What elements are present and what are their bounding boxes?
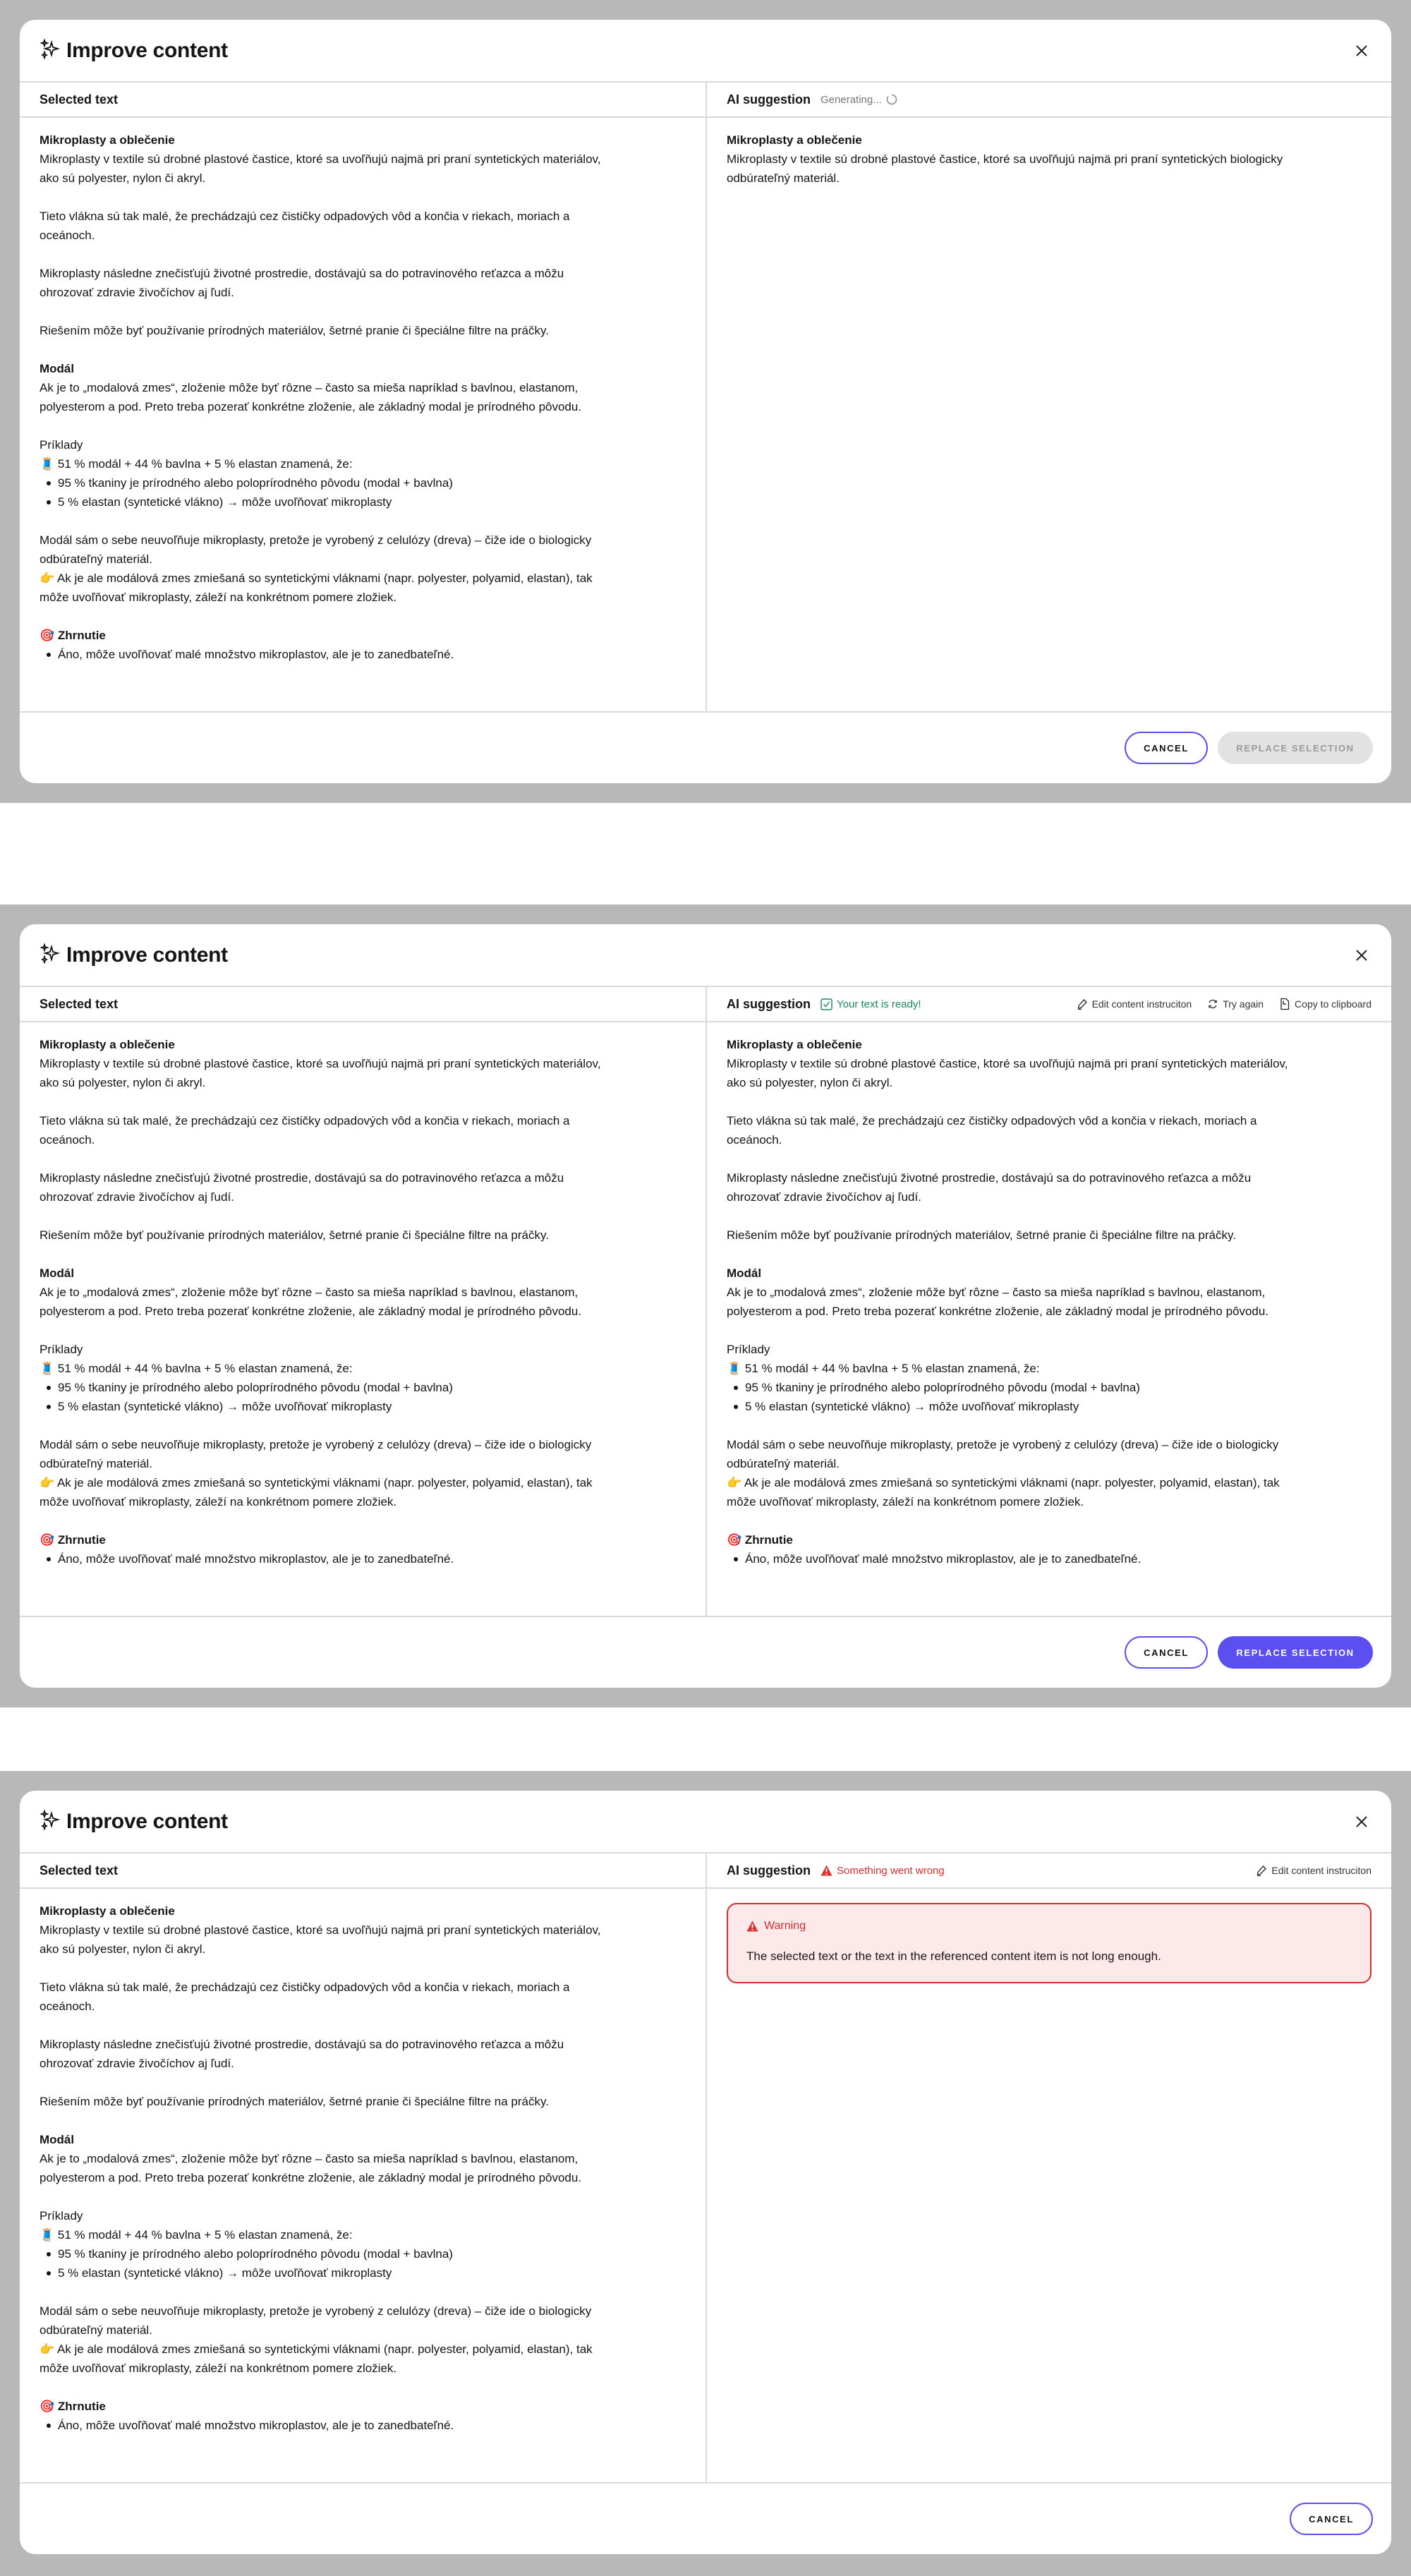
content-line: môže uvoľňovať mikroplasty, záleží na konkrétnom pomere zložiek.	[40, 1495, 397, 1508]
improve-content-dialog	[20, 20, 1391, 783]
content-line: Tieto vlákna sú tak malé, že prechádzajú cez čističky odpadových vôd a končia v riekach, moriach a	[40, 210, 570, 223]
content-heading: 🎯 Zhrnutie	[727, 1533, 793, 1547]
dialog-title: Improve content	[66, 38, 228, 62]
content-line: 👉 Ak je ale modálová zmes zmiešaná so syntetickými vláknami (napr. polyester, polyamid, elastan), tak	[40, 2342, 593, 2356]
list-item: 5 % elastan (syntetické vlákno) → môže uvoľňovať mikroplasty	[40, 1397, 686, 1416]
selected-text-content	[20, 118, 706, 696]
action-label: Edit content instruciton	[1271, 1865, 1371, 1876]
content-line: ohrozovať zdravie živočíchov aj ľudí.	[40, 2057, 234, 2070]
ai-suggestion-label: AI suggestion	[727, 92, 811, 107]
edit-content-instruction-button[interactable]	[1256, 1865, 1371, 1876]
ai-suggestion-label: AI suggestion	[727, 1863, 811, 1877]
warning-message: The selected text or the text in the referenced content item is not long enough.	[746, 1949, 1161, 1963]
list-item: 5 % elastan (syntetické vlákno) → môže uvoľňovať mikroplasty	[40, 2263, 686, 2282]
content-line: ako sú polyester, nylon či akryl.	[727, 1076, 893, 1089]
edit-content-instruction-button[interactable]	[1077, 998, 1192, 1010]
content-heading: Modál	[40, 362, 75, 375]
content-paragraph	[40, 321, 686, 340]
list-item: 5 % elastan (syntetické vlákno) → môže uvoľňovať mikroplasty	[40, 492, 686, 512]
content-heading: 🎯 Zhrnutie	[40, 2400, 106, 2413]
content-line: Mikroplasty následne znečisťujú životné prostredie, dostávajú sa do potravinového reťazca a môžu	[40, 2038, 564, 2051]
content-paragraph	[40, 207, 686, 245]
content-line: môže uvoľňovať mikroplasty, záleží na konkrétnom pomere zložiek.	[40, 591, 397, 604]
content-paragraph	[40, 2397, 686, 2435]
content-paragraph	[40, 1435, 686, 1511]
status-text: Generating...	[820, 93, 882, 106]
list-item: Áno, môže uvoľňovať malé množstvo mikroplastov, ale je to zanedbateľné.	[40, 1549, 686, 1568]
content-line: 👉 Ak je ale modálová zmes zmiešaná so syntetickými vláknami (napr. polyester, polyamid, elastan), tak	[40, 572, 593, 585]
content-paragraph	[40, 1340, 686, 1416]
action-label: Try again	[1223, 998, 1264, 1010]
backdrop	[0, 0, 1411, 803]
content-line: Ak je to „modalová zmes“, zloženie môže byť rôzne – často sa mieša napríklad s bavlnou, elastanom,	[40, 381, 579, 394]
content-paragraph	[40, 531, 686, 607]
content-paragraph	[727, 131, 1371, 188]
content-paragraph	[40, 2035, 686, 2073]
dialog-footer	[20, 1617, 1391, 1688]
content-line: Riešením môže byť používanie prírodných materiálov, šetrné pranie či špeciálne filtre na práčky.	[40, 2095, 549, 2108]
close-icon	[1355, 1815, 1369, 1829]
pencil-icon	[1077, 998, 1088, 1010]
backdrop	[0, 1771, 1411, 2576]
content-paragraph	[40, 359, 686, 416]
content-heading: Mikroplasty a oblečenie	[727, 133, 862, 147]
refresh-icon	[1207, 998, 1218, 1010]
ai-suggestion-content	[707, 118, 1391, 219]
content-line: odbúrateľný materiál.	[727, 171, 840, 185]
content-paragraph	[727, 1264, 1371, 1321]
content-paragraph	[40, 1978, 686, 2016]
list-item: 5 % elastan (syntetické vlákno) → môže uvoľňovať mikroplasty	[727, 1397, 1371, 1416]
content-paragraph	[40, 1111, 686, 1149]
dialog-header	[20, 924, 1391, 987]
list-item: 95 % tkaniny je prírodného alebo poloprírodného pôvodu (modal + bavlna)	[40, 2244, 686, 2263]
content-paragraph	[40, 264, 686, 302]
content-line: ohrozovať zdravie živočíchov aj ľudí.	[40, 1190, 234, 1204]
content-line: môže uvoľňovať mikroplasty, záleží na konkrétnom pomere zložiek.	[40, 2362, 397, 2375]
check-square-icon	[820, 998, 832, 1010]
content-line: 🧵 51 % modál + 44 % bavlna + 5 % elastan znamená, že:	[40, 2228, 353, 2242]
content-paragraph	[40, 2130, 686, 2187]
dialog-title: Improve content	[66, 1809, 228, 1833]
content-line: Príklady	[40, 438, 83, 452]
content-line: polyesterom a pod. Preto treba pozerať konkrétne zloženie, ale základný modal je prírodného pôvodu.	[40, 400, 582, 413]
content-paragraph	[40, 2206, 686, 2282]
replace-selection-button[interactable]: REPLACE SELECTION	[1218, 1636, 1373, 1669]
warning-icon	[820, 1865, 832, 1876]
content-line: 🧵 51 % modál + 44 % bavlna + 5 % elastan znamená, že:	[40, 457, 353, 471]
content-line: ako sú polyester, nylon či akryl.	[40, 1076, 206, 1089]
backdrop	[0, 905, 1411, 1707]
warning-title: Warning	[764, 1920, 806, 1932]
error-status	[820, 1865, 945, 1877]
content-heading: Modál	[40, 1266, 75, 1280]
pencil-icon	[1256, 1865, 1267, 1876]
selected-text-label: Selected text	[40, 92, 119, 107]
ai-suggestion-column	[706, 83, 1391, 711]
content-paragraph	[40, 131, 686, 188]
content-line: polyesterom a pod. Preto treba pozerať konkrétne zloženie, ale základný modal je prírodného pôvodu.	[40, 1305, 582, 1318]
content-paragraph	[40, 435, 686, 512]
content-paragraph	[40, 1035, 686, 1092]
close-button[interactable]	[1352, 945, 1371, 965]
improve-content-dialog	[20, 1791, 1391, 2554]
ai-suggestion-column	[706, 987, 1391, 1616]
selected-text-column	[20, 83, 706, 711]
dialog-header	[20, 1791, 1391, 1854]
ai-suggestion-label: AI suggestion	[727, 996, 811, 1011]
content-line: Tieto vlákna sú tak malé, že prechádzajú cez čističky odpadových vôd a končia v riekach, moriach a	[727, 1114, 1257, 1127]
content-paragraph	[40, 626, 686, 664]
content-line: Ak je to „modalová zmes“, zloženie môže byť rôzne – často sa mieša napríklad s bavlnou, elastanom,	[727, 1286, 1266, 1299]
content-paragraph	[40, 1901, 686, 1959]
dialog-footer	[20, 713, 1391, 783]
content-line: Ak je to „modalová zmes“, zloženie môže byť rôzne – často sa mieša napríklad s bavlnou, elastanom,	[40, 1286, 579, 1299]
list-item: Áno, môže uvoľňovať malé množstvo mikroplastov, ale je to zanedbateľné.	[727, 1549, 1371, 1568]
dialog-title: Improve content	[66, 943, 228, 967]
status-text: Your text is ready!	[837, 998, 921, 1010]
content-paragraph	[727, 1435, 1371, 1511]
warning-icon	[746, 1921, 758, 1932]
content-line: Modál sám o sebe neuvoľňuje mikroplasty, pretože je vyrobený z celulózy (dreva) – čiže ide o biologicky	[727, 1438, 1279, 1451]
content-line: 🧵 51 % modál + 44 % bavlna + 5 % elastan znamená, že:	[727, 1362, 1040, 1375]
content-line: polyesterom a pod. Preto treba pozerať konkrétne zloženie, ale základný modal je prírodného pôvodu.	[40, 2171, 582, 2184]
content-line: Mikroplasty následne znečisťujú životné prostredie, dostávajú sa do potravinového reťazca a môžu	[727, 1171, 1252, 1185]
close-icon	[1355, 44, 1369, 58]
close-button[interactable]	[1352, 1812, 1371, 1832]
content-line: Príklady	[40, 2209, 83, 2223]
content-line: odbúrateľný materiál.	[40, 2323, 152, 2337]
ai-suggestion-column	[706, 1854, 1391, 2482]
selected-text-column	[20, 1854, 706, 2482]
content-line: Mikroplasty v textile sú drobné plastové častice, ktoré sa uvoľňujú najmä pri praní syntetických biologicky	[727, 152, 1283, 166]
cancel-button[interactable]: CANCEL	[1290, 2503, 1373, 2535]
content-line: Modál sám o sebe neuvoľňuje mikroplasty, pretože je vyrobený z celulózy (dreva) – čiže ide o biologicky	[40, 533, 592, 547]
content-heading: Mikroplasty a oblečenie	[40, 1038, 175, 1051]
content-paragraph	[40, 1226, 686, 1245]
content-line: môže uvoľňovať mikroplasty, záleží na konkrétnom pomere zložiek.	[727, 1495, 1084, 1508]
content-line: Modál sám o sebe neuvoľňuje mikroplasty, pretože je vyrobený z celulózy (dreva) – čiže ide o biologicky	[40, 1438, 592, 1451]
content-heading: Modál	[727, 1266, 762, 1280]
content-line: Ak je to „modalová zmes“, zloženie môže byť rôzne – často sa mieša napríklad s bavlnou, elastanom,	[40, 2152, 579, 2165]
selected-text-label: Selected text	[40, 996, 119, 1011]
list-item: Áno, môže uvoľňovať malé množstvo mikroplastov, ale je to zanedbateľné.	[40, 645, 686, 664]
action-label: Edit content instruciton	[1091, 998, 1192, 1010]
content-line: Mikroplasty v textile sú drobné plastové častice, ktoré sa uvoľňujú najmä pri praní syntetických materiálov,	[40, 152, 601, 166]
content-paragraph	[40, 1264, 686, 1321]
content-line: oceánoch.	[40, 1133, 95, 1147]
content-line: ako sú polyester, nylon či akryl.	[40, 171, 206, 185]
content-line: Modál sám o sebe neuvoľňuje mikroplasty, pretože je vyrobený z celulózy (dreva) – čiže ide o biologicky	[40, 2304, 592, 2318]
content-line: ohrozovať zdravie živočíchov aj ľudí.	[727, 1190, 921, 1204]
content-line: Mikroplasty následne znečisťujú životné prostredie, dostávajú sa do potravinového reťazca a môžu	[40, 1171, 564, 1185]
sparkles-icon	[40, 943, 61, 967]
content-line: Mikroplasty v textile sú drobné plastové častice, ktoré sa uvoľňujú najmä pri praní syntetických materiálov,	[40, 1057, 601, 1070]
content-paragraph	[727, 1035, 1371, 1092]
status-text: Something went wrong	[837, 1864, 945, 1877]
content-paragraph	[727, 1168, 1371, 1207]
content-line: 👉 Ak je ale modálová zmes zmiešaná so syntetickými vláknami (napr. polyester, polyamid, elastan), tak	[727, 1476, 1280, 1489]
dialog-header	[20, 20, 1391, 83]
selected-text-content	[20, 1889, 706, 2467]
content-line: Riešením môže byť používanie prírodných materiálov, šetrné pranie či špeciálne filtre na práčky.	[727, 1228, 1236, 1242]
content-paragraph	[727, 1340, 1371, 1416]
content-heading: 🎯 Zhrnutie	[40, 1533, 106, 1547]
content-line: Mikroplasty v textile sú drobné plastové častice, ktoré sa uvoľňujú najmä pri praní syntetických materiálov,	[40, 1923, 601, 1937]
ready-status	[820, 998, 921, 1010]
ai-suggestion-content	[707, 1022, 1391, 1600]
content-line: odbúrateľný materiál.	[40, 1457, 152, 1470]
try-again-button[interactable]	[1207, 998, 1264, 1010]
cancel-button[interactable]: CANCEL	[1125, 732, 1208, 764]
content-line: ako sú polyester, nylon či akryl.	[40, 1942, 206, 1956]
selected-text-label: Selected text	[40, 1863, 119, 1877]
content-paragraph	[727, 1530, 1371, 1568]
content-line: oceánoch.	[40, 2000, 95, 2013]
content-paragraph	[727, 1226, 1371, 1245]
content-line: oceánoch.	[727, 1133, 782, 1147]
content-line: Tieto vlákna sú tak malé, že prechádzajú cez čističky odpadových vôd a končia v riekach, moriach a	[40, 1114, 570, 1127]
action-label: Copy to clipboard	[1295, 998, 1371, 1010]
improve-content-dialog	[20, 924, 1391, 1688]
content-line: Riešením môže byť používanie prírodných materiálov, šetrné pranie či špeciálne filtre na práčky.	[40, 324, 549, 337]
generating-status	[820, 94, 897, 106]
selected-text-content	[20, 1022, 706, 1600]
close-button[interactable]	[1352, 41, 1371, 61]
warning-alert	[727, 1903, 1371, 1983]
copy-icon	[1279, 998, 1290, 1010]
content-paragraph	[40, 2302, 686, 2378]
content-paragraph	[40, 2092, 686, 2111]
content-line: odbúrateľný materiál.	[727, 1457, 840, 1470]
content-line: Riešením môže byť používanie prírodných materiálov, šetrné pranie či špeciálne filtre na práčky.	[40, 1228, 549, 1242]
content-line: polyesterom a pod. Preto treba pozerať konkrétne zloženie, ale základný modal je prírodného pôvodu.	[727, 1305, 1269, 1318]
sparkles-icon	[40, 38, 61, 63]
copy-to-clipboard-button[interactable]	[1279, 998, 1371, 1010]
list-item: 95 % tkaniny je prírodného alebo poloprírodného pôvodu (modal + bavlna)	[40, 1378, 686, 1397]
cancel-button[interactable]: CANCEL	[1125, 1636, 1208, 1669]
close-icon	[1355, 948, 1369, 962]
content-line: Mikroplasty v textile sú drobné plastové častice, ktoré sa uvoľňujú najmä pri praní syntetických materiálov,	[727, 1057, 1288, 1070]
content-line: 👉 Ak je ale modálová zmes zmiešaná so syntetickými vláknami (napr. polyester, polyamid, elastan), tak	[40, 1476, 593, 1489]
content-paragraph	[40, 1168, 686, 1207]
spinner-icon	[886, 94, 897, 105]
content-line: Mikroplasty následne znečisťujú životné prostredie, dostávajú sa do potravinového reťazca a môžu	[40, 267, 564, 280]
content-paragraph	[40, 1530, 686, 1568]
selected-text-column	[20, 987, 706, 1616]
content-heading: Modál	[40, 2133, 75, 2146]
content-line: Príklady	[727, 1343, 770, 1356]
list-item: 95 % tkaniny je prírodného alebo poloprírodného pôvodu (modal + bavlna)	[40, 473, 686, 492]
content-heading: 🎯 Zhrnutie	[40, 629, 106, 642]
content-line: ohrozovať zdravie živočíchov aj ľudí.	[40, 286, 234, 299]
list-item: 95 % tkaniny je prírodného alebo poloprírodného pôvodu (modal + bavlna)	[727, 1378, 1371, 1397]
content-heading: Mikroplasty a oblečenie	[40, 1904, 175, 1918]
content-line: oceánoch.	[40, 229, 95, 242]
list-item: Áno, môže uvoľňovať malé množstvo mikroplastov, ale je to zanedbateľné.	[40, 2416, 686, 2435]
content-line: Tieto vlákna sú tak malé, že prechádzajú cez čističky odpadových vôd a končia v riekach, moriach a	[40, 1981, 570, 1994]
content-line: odbúrateľný materiál.	[40, 552, 152, 566]
dialog-footer	[20, 2484, 1391, 2554]
content-paragraph	[727, 1111, 1371, 1149]
replace-selection-button[interactable]: REPLACE SELECTION	[1218, 732, 1373, 764]
sparkles-icon	[40, 1809, 61, 1834]
content-heading: Mikroplasty a oblečenie	[727, 1038, 862, 1051]
content-line: Príklady	[40, 1343, 83, 1356]
content-heading: Mikroplasty a oblečenie	[40, 133, 175, 147]
content-line: 🧵 51 % modál + 44 % bavlna + 5 % elastan znamená, že:	[40, 1362, 353, 1375]
